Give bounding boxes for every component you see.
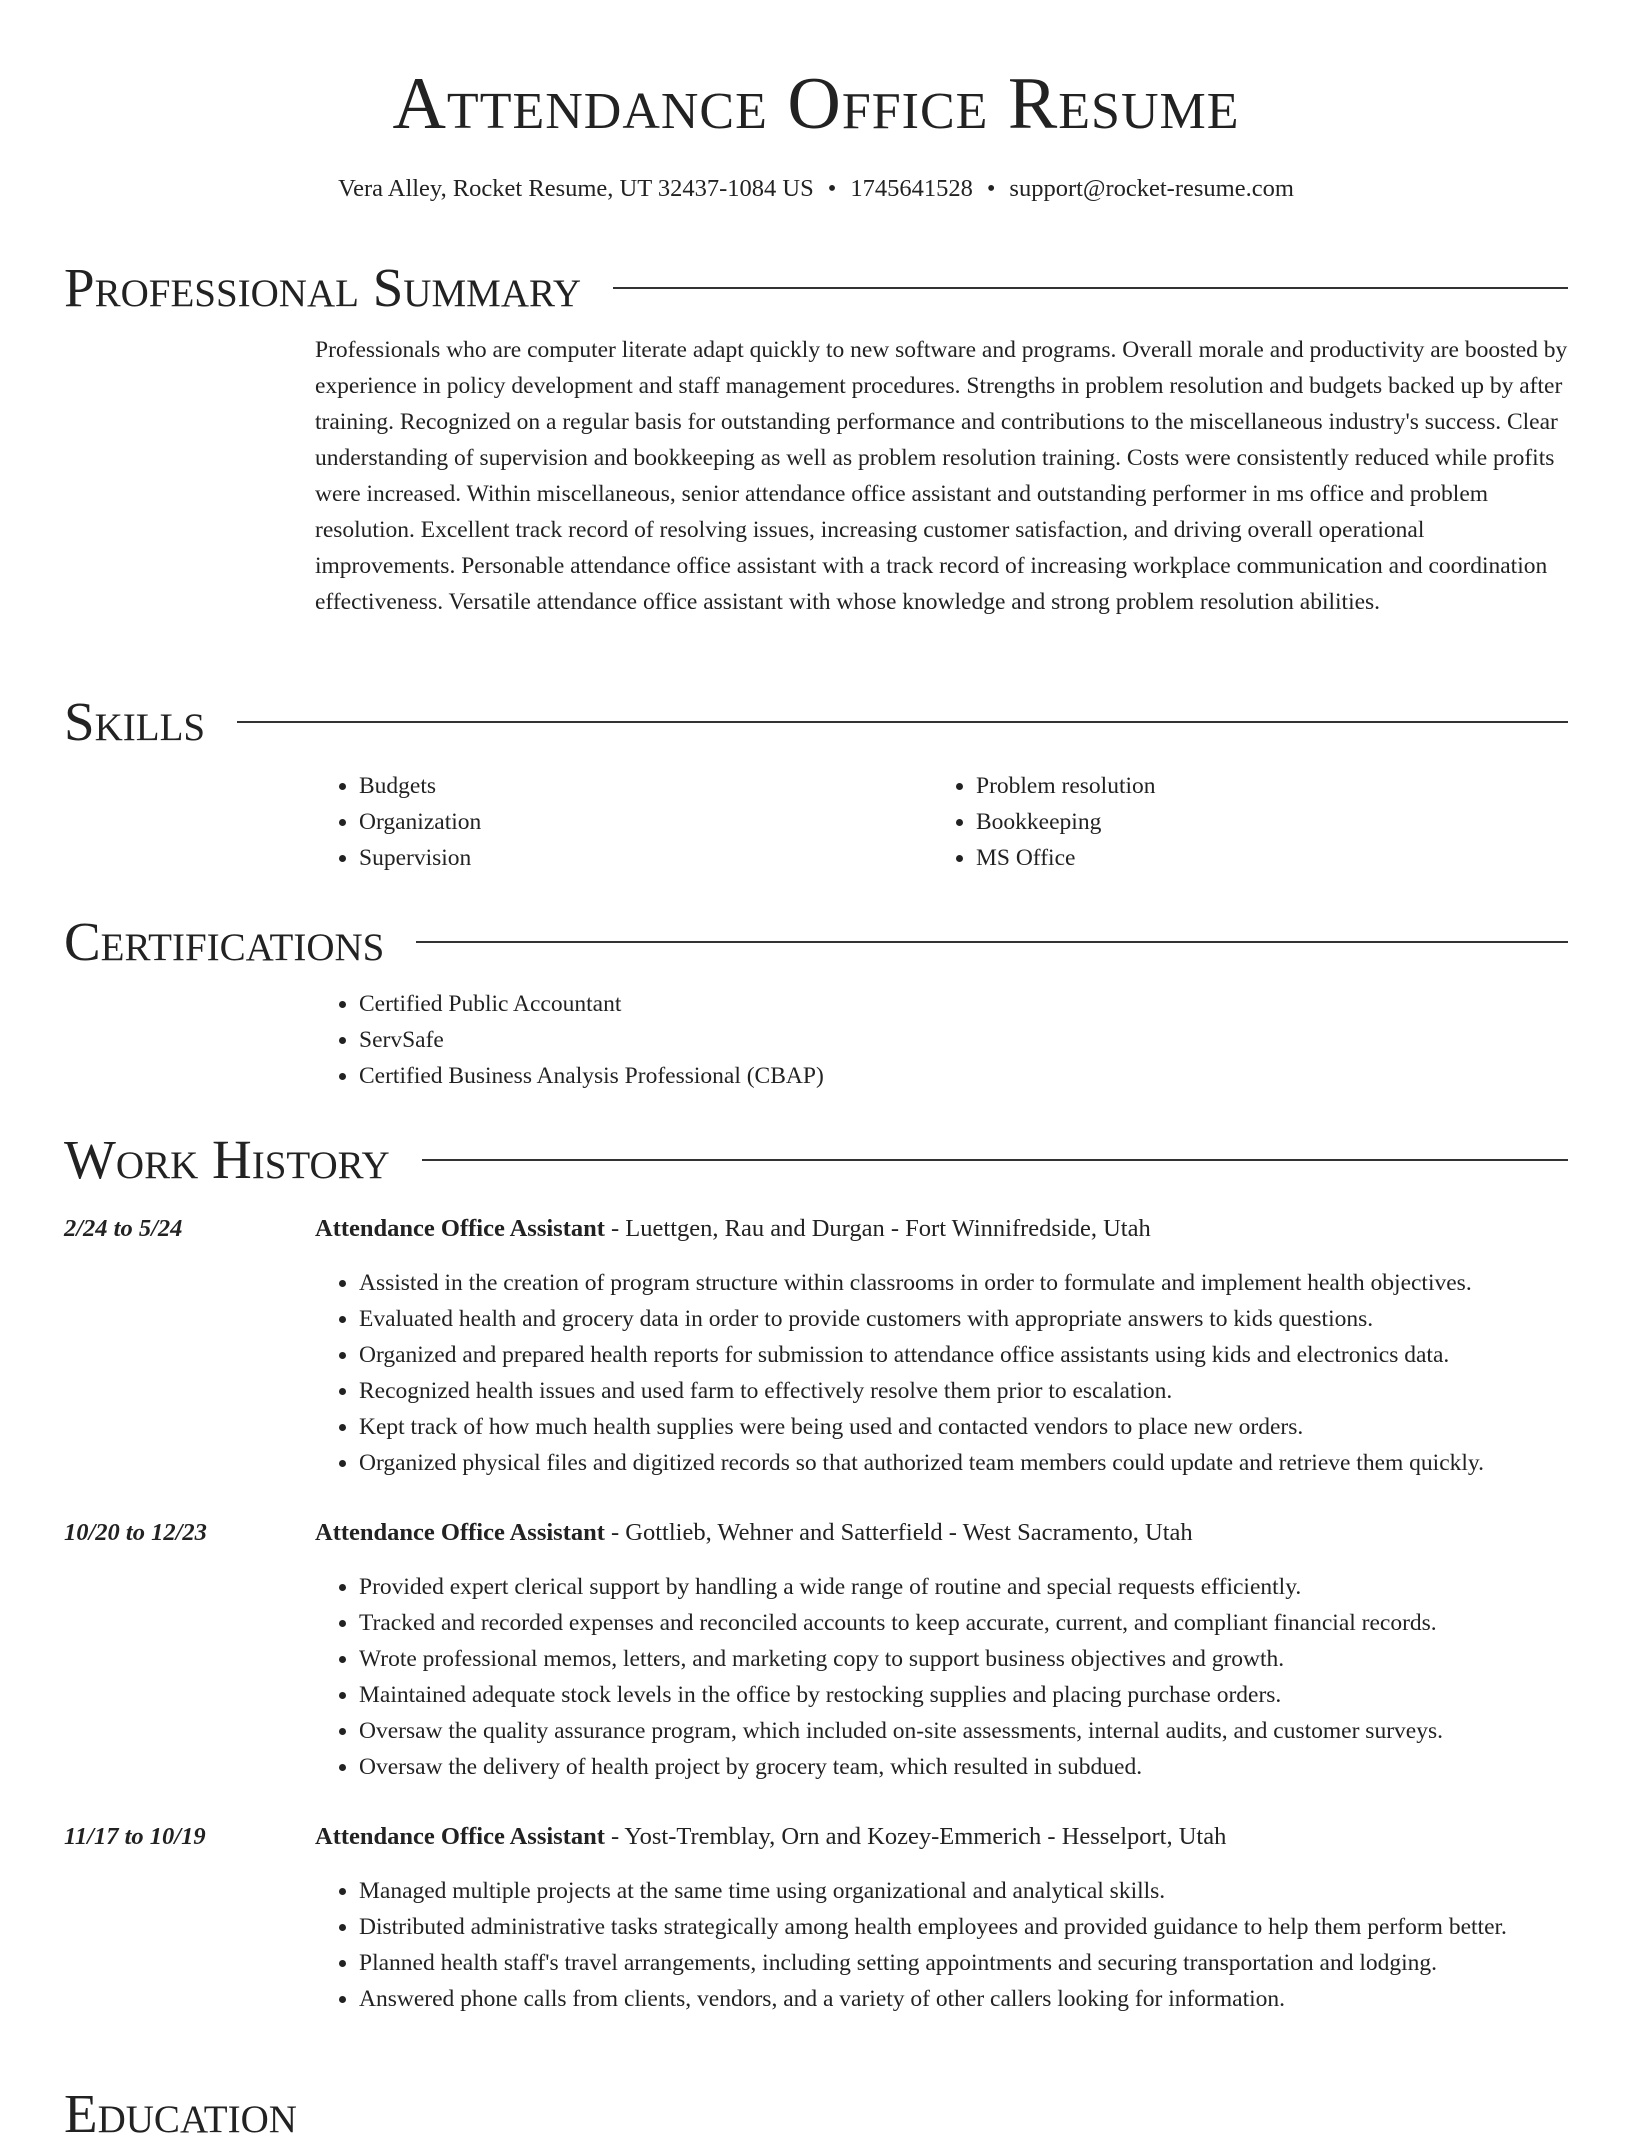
section-divider: [237, 721, 1568, 723]
section-divider: [416, 941, 1568, 943]
certification-item: • ServSafe: [359, 1022, 1568, 1058]
job-duty: • Assisted in the creation of program structure within classrooms in order to formulate and implement health objectives.: [359, 1265, 1568, 1301]
job-heading: [315, 1819, 1226, 1855]
job-entry: [64, 1515, 1568, 1785]
skill-item: • Bookkeeping: [976, 804, 1549, 840]
job-employer-location: - Gottlieb, Wehner and Satterfield - West Sacramento, Utah: [604, 1519, 1193, 1546]
summary-section: [64, 256, 1568, 620]
section-heading: Professional Summary: [64, 257, 582, 318]
job-employer-location: - Luettgen, Rau and Durgan - Fort Winnifredside, Utah: [604, 1215, 1151, 1242]
job-dates: 2/24 to 5/24: [64, 1215, 183, 1242]
job-duty: • Tracked and recorded expenses and reconciled accounts to keep accurate, current, and compliant financial records.: [359, 1605, 1568, 1641]
job-duty: • Answered phone calls from clients, vendors, and a variety of other callers looking for information.: [359, 1981, 1568, 2017]
job-duty: • Planned health staff's travel arrangements, including setting appointments and securing transportation and lodging.: [359, 1945, 1568, 1981]
job-duty: • Recognized health issues and used farm to effectively resolve them prior to escalation.: [359, 1373, 1568, 1409]
section-heading: Education: [64, 2083, 297, 2144]
job-duty: • Maintained adequate stock levels in the office by restocking supplies and placing purchase orders.: [359, 1677, 1568, 1713]
section-heading: Certifications: [64, 911, 385, 972]
job-duties: [315, 1569, 1568, 1785]
job-duty: • Managed multiple projects at the same time using organizational and analytical skills.: [359, 1873, 1568, 1909]
skill-item: • MS Office: [976, 840, 1549, 876]
job-duties: [315, 1265, 1568, 1481]
job-title: Attendance Office Assistant: [315, 1519, 605, 1546]
section-header: [64, 1128, 1568, 1192]
job-duty: • Organized and prepared health reports for submission to attendance office assistants using kids and electronics data.: [359, 1337, 1568, 1373]
job-duty: • Wrote professional memos, letters, and marketing copy to support business objectives and growth.: [359, 1641, 1568, 1677]
job-dates: 11/17 to 10/19: [64, 1823, 206, 1850]
job-heading: [315, 1515, 1193, 1551]
contact-address: Vera Alley, Rocket Resume, UT 32437-1084 US: [338, 175, 814, 202]
certification-item: • Certified Business Analysis Professional (CBAP): [359, 1058, 1568, 1094]
contact-separator: •: [986, 175, 996, 202]
contact-line: [64, 174, 1568, 204]
section-header: [64, 2082, 1568, 2146]
skills-section: [64, 690, 1568, 876]
skills-list: [315, 768, 1568, 876]
job-duty: • Organized physical files and digitized records so that authorized team members could update and retrieve them quickly.: [359, 1445, 1568, 1481]
job-entry: [64, 1819, 1568, 2017]
certifications-list: [315, 986, 1568, 1094]
job-duty: • Provided expert clerical support by handling a wide range of routine and special requests efficiently.: [359, 1569, 1568, 1605]
skill-item: • Supervision: [359, 840, 932, 876]
section-divider: [422, 1159, 1568, 1161]
work-history-section: [64, 1128, 1568, 1192]
contact-phone: 1745641528: [850, 175, 973, 202]
job-title: Attendance Office Assistant: [315, 1823, 605, 1850]
section-header: [64, 690, 1568, 754]
job-title: Attendance Office Assistant: [315, 1215, 605, 1242]
job-duty: • Kept track of how much health supplies were being used and contacted vendors to place new orders.: [359, 1409, 1568, 1445]
resume-title: Attendance Office Resume: [392, 63, 1240, 145]
section-header: [64, 910, 1568, 974]
job-dates: 10/20 to 12/23: [64, 1519, 207, 1546]
job-entry: [64, 1211, 1568, 1481]
contact-separator: •: [827, 175, 837, 202]
certification-item: • Certified Public Accountant: [359, 986, 1568, 1022]
contact-email[interactable]: support@rocket-resume.com: [1009, 175, 1294, 202]
job-duty: • Distributed administrative tasks strategically among health employees and provided guidance to help them perform better.: [359, 1909, 1568, 1945]
section-heading: Work History: [64, 1129, 390, 1190]
skill-item: • Organization: [359, 804, 932, 840]
education-section: [64, 2082, 1568, 2146]
job-employer-location: - Yost-Tremblay, Orn and Kozey-Emmerich - Hesselport, Utah: [604, 1823, 1227, 1850]
section-divider: [613, 287, 1568, 289]
section-heading: Skills: [64, 691, 206, 752]
job-duty: • Oversaw the delivery of health project by grocery team, which resulted in subdued.: [359, 1749, 1568, 1785]
job-duties: [315, 1873, 1568, 2017]
job-duty: • Oversaw the quality assurance program, which included on-site assessments, internal audits, and customer surveys.: [359, 1713, 1568, 1749]
job-duty: • Evaluated health and grocery data in order to provide customers with appropriate answers to kids questions.: [359, 1301, 1568, 1337]
section-header: [64, 256, 1568, 320]
resume-page: [64, 0, 1568, 2144]
skill-item: • Budgets: [359, 768, 932, 804]
skill-item: • Problem resolution: [976, 768, 1549, 804]
job-heading: [315, 1211, 1151, 1247]
summary-text: Professionals who are computer literate adapt quickly to new software and programs. Overall morale and productivity are boosted by experience in policy development and staff management procedures. Strengths in problem resolution and budgets backed up by after training. Recognized on a regular basis for outstanding performance and contributions to the miscellaneous industry's success. Clear understanding of supervision and bookkeeping as well as problem resolution training. Costs were consistently reduced while profits were increased. Within miscellaneous, senior attendance office assistant and outstanding performer in ms office and problem resolution. Excellent track record of resolving issues, increasing customer satisfaction, and driving overall operational improvements. Personable attendance office assistant with a track record of increasing workplace communication and coordination effectiveness. Versatile attendance office assistant with whose knowledge and strong problem resolution abilities.: [315, 337, 1568, 615]
certifications-section: [64, 910, 1568, 1094]
